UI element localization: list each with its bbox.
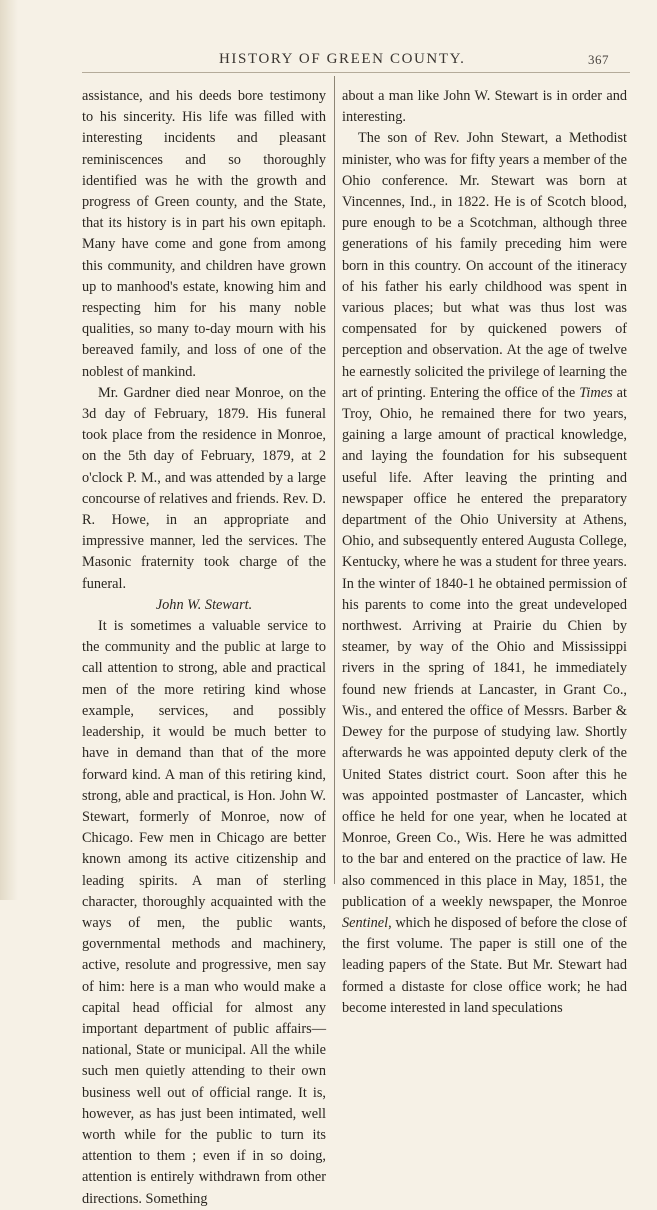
left-column <box>82 86 326 1210</box>
left-paragraph-1: assistance, and his deeds bore testimony to his sincerity. His life was filled with interesting incidents and pleasant reminiscences and so thoroughly identified was he with the growth and progress of Green county, and the State, that its history is in part his own epitaph. Many have come and gone from among this community, and children have grown up to manhood's estate, knowing him and respecting him for his many noble qualities, so many to-day mourn with his bereaved family, and loss of one of the noblest of mankind. <box>82 88 326 380</box>
right-paragraph-2-part-b: at Troy, Ohio, he remained there for two years, gaining a large amount of practical knowledge, and laying the foundation for his subsequent useful life. After leaving the printing and newspaper office he entered the preparatory department of the Ohio University at Athens, Ohio, and subsequently entered Augusta College, Kentucky, where he was a student for three years. In the winter of 1840-1 he obtained permission of his parents to come into the great undeveloped northwest. Arriving at Prairie du Chien by steamer, by way of the Ohio and Mississippi rivers in the spring of 1841, he immediately found new friends at Lancaster, in Grant Co., Wis., and entered the office of Messrs. Barber & Dewey for the purpose of studying law. Shortly afterwards he was appointed deputy clerk of the United States district court. Soon after this he was appointed postmaster of Lancaster, which office he held for one year, when he located at Monroe, Green Co., Wis. Here he was admitted to the bar and entered on the practice of law. He also commenced in this place in May, 1851, the publication of a weekly newspaper, the Monroe <box>342 384 627 910</box>
right-paragraph-2-part-c: , which he disposed of before the close of the first volume. The paper is still one of the leading papers of the State. But Mr. Stewart had formed a distaste for close office work; he had become interested in land speculations <box>342 914 627 1016</box>
right-column <box>342 86 627 1019</box>
left-paragraph-3: It is sometimes a valuable service to the community and the public at large to call attention to strong, able and practical men of the more retiring kind whose example, services, and possibly leadership, it would be much better to have in demand than that of the more forward kind. A man of this retiring kind, strong, able and practical, is Hon. John W. Stewart, formerly of Monroe, now of Chicago. Few men in Chicago are better known among its active citizenship and leading spirits. A man of sterling character, thoroughly acquainted with the ways of men, the public wants, governmental methods and machinery, active, resolute and progressive, men say of him: here is a man who would make a capital head official for almost any important department of public affairs—national, State or municipal. All the while such men quietly attending to their own business well out of official range. It is, however, as has just been intimated, well worth while for the public to turn its attention to them ; even if in so doing, attention is entirely withdrawn from other directions. Something <box>82 618 326 1207</box>
left-paragraph-2: Mr. Gardner died near Monroe, on the 3d day of February, 1879. His funeral took place from the residence in Monroe, on the 5th day of February, 1879, at 2 o'clock P. M., and was attended by a large concourse of relatives and friends. Rev. D. R. Howe, in an appropriate and impressive manner, led the services. The Masonic fraternity took charge of the funeral. <box>82 384 326 592</box>
header-rule <box>82 72 630 73</box>
column-divider <box>334 76 335 884</box>
newspaper-title-sentinel: Sentinel <box>342 914 389 931</box>
running-title: HISTORY OF GREEN COUNTY. <box>219 51 466 67</box>
page-number: 367 <box>588 52 609 67</box>
section-signature: John W. Stewart. <box>155 596 253 613</box>
right-paragraph-2-part-a: The son of Rev. John Stewart, a Methodist minister, who was for fifty years a member of the Ohio conference. Mr. Stewart was born at Vincennes, Ind., in 1822. He is of Scotch blood, pure enough to be a Scotchman, although three generations of his family preceding him were born in this country. On account of the itineracy of his father his early childhood was spent in various places; but what was thus lost was compensated for by quickened powers of perception and observation. At the age of twelve he earnestly solicited the privilege of learning the art of printing. Entering the office of the <box>342 130 627 401</box>
newspaper-title-times: Times <box>579 384 613 401</box>
right-paragraph-2 <box>342 128 627 1019</box>
page-gutter-shadow <box>0 0 18 900</box>
right-paragraph-1: about a man like John W. Stewart is in order and interesting. <box>342 88 627 126</box>
